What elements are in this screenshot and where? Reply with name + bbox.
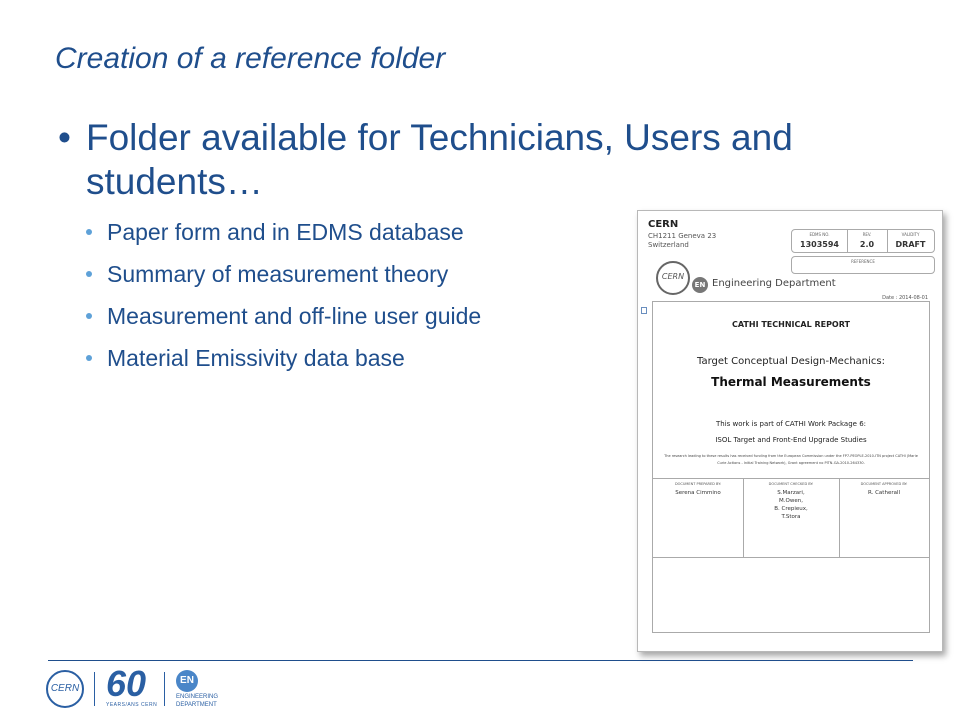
sub-bullet-text: Material Emissivity data base (107, 345, 405, 371)
bullet-dot (86, 229, 92, 235)
margin-marker-icon (641, 307, 647, 314)
signature-table (653, 478, 929, 558)
sub-bullet-item (86, 298, 626, 340)
footer-divider (48, 660, 913, 661)
doc-org-name: CERN (648, 219, 679, 230)
validity-cell (887, 230, 934, 252)
checked-by-column (743, 479, 840, 557)
sub-bullet-list (86, 214, 626, 382)
validity-value: DRAFT (895, 240, 926, 249)
en-badge-icon: EN (692, 277, 708, 293)
report-body (652, 301, 930, 633)
en-department-caption: DEPARTMENT (176, 702, 217, 708)
doc-reference-box (791, 229, 935, 253)
report-funding-text: The research leading to these results has received funding from the European Commission under the FP7-PEOPLE-2010-ITN project CATHI (Marie Curie Actions - Initial Training Network), Grant agreement no PITN-GA-2010-264330. (664, 454, 918, 465)
report-subtitle: Target Conceptual Design-Mechanics: (697, 356, 885, 367)
doc-address-line: Switzerland (648, 241, 689, 249)
report-study-line: ISOL Target and Front-End Upgrade Studies (715, 436, 867, 444)
main-bullet (58, 116, 898, 204)
bullet-dot: • (58, 117, 71, 158)
cern-logo-icon (46, 670, 84, 708)
bullet-dot (86, 355, 92, 361)
checked-by-name: B. Crepieux, (774, 506, 808, 512)
en-department-caption: ENGINEERING (176, 694, 219, 700)
main-bullet-text: Folder available for Technicians, Users and students… (86, 117, 793, 202)
prepared-by-label: DOCUMENT PREPARED BY: (674, 482, 722, 486)
sub-bullet-item (86, 256, 626, 298)
cern-logo-text: CERN (50, 683, 80, 694)
doc-date: Date : 2014-08-01 (882, 295, 928, 301)
approved-by-label: DOCUMENT APPROVED BY: (860, 482, 908, 486)
bullet-dot (86, 271, 92, 277)
doc-reference-field (791, 256, 935, 274)
revision-value: 2.0 (859, 240, 875, 249)
report-title: CATHI TECHNICAL REPORT (731, 320, 850, 329)
reference-label: REFERENCE (851, 259, 875, 264)
cern-seal-text: CERN (661, 272, 685, 281)
approved-by-name: R. Catherall (867, 490, 901, 496)
validity-label: VALIDITY (901, 232, 920, 237)
cern-seal-icon (656, 261, 690, 295)
report-main-title: Thermal Measurements (711, 375, 871, 389)
department-name: Engineering Department (712, 278, 836, 289)
edms-number-value: 1303594 (800, 240, 839, 249)
document-thumbnail (637, 210, 943, 652)
cern-60-years-caption: YEARS/ANS CERN (106, 702, 158, 708)
doc-address-line: CH1211 Geneva 23 (648, 232, 717, 240)
slide-title: Creation of a reference folder (55, 42, 446, 75)
checked-by-name: T.Stora (781, 514, 801, 520)
checked-by-name: M.Owen, (779, 498, 803, 504)
footer-separator (164, 672, 165, 706)
sub-bullet-text: Paper form and in EDMS database (107, 219, 464, 245)
prepared-by-name: Serena Cimmino (675, 490, 721, 496)
approved-by-column (839, 479, 929, 557)
revision-cell (847, 230, 888, 252)
bullet-dot (86, 313, 92, 319)
edms-number-label: EDMS NO. (809, 232, 830, 237)
footer-separator (94, 672, 95, 706)
edms-number-cell (792, 230, 848, 252)
sub-bullet-text: Measurement and off-line user guide (107, 303, 482, 329)
prepared-by-column (653, 479, 744, 557)
checked-by-label: DOCUMENT CHECKED BY: (768, 482, 814, 486)
report-package-line: This work is part of CATHI Work Package 6: (715, 420, 867, 428)
checked-by-name: S.Marzari, (777, 490, 805, 496)
en-department-logo-icon: EN (176, 670, 198, 692)
revision-label: REV. (862, 232, 872, 237)
sub-bullet-item (86, 214, 626, 256)
sub-bullet-text: Summary of measurement theory (107, 261, 449, 287)
sub-bullet-item (86, 340, 626, 382)
cern-60-years-logo: 60 (106, 663, 147, 704)
